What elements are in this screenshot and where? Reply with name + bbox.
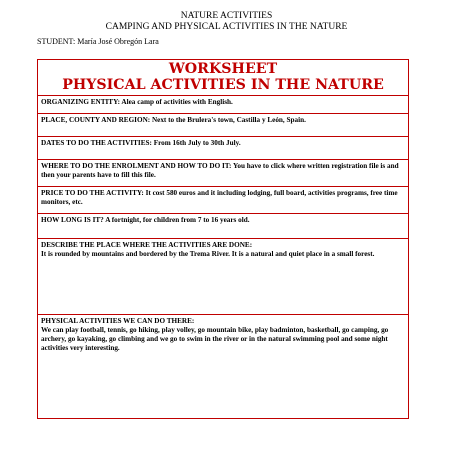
worksheet-subheading: PHYSICAL ACTIVITIES IN THE NATURE (62, 77, 384, 93)
row-value: From 16th July to 30th July. (153, 139, 241, 147)
row-describe-place (38, 239, 408, 315)
student-name: STUDENT: María José Obregón Lara (37, 37, 159, 46)
row-value: You have to click where written registration file is and then your parents have to fill this file. (41, 162, 399, 179)
row-value: We can play football, tennis, go hiking, play volley, go mountain bike, play badminton, basketball, go camping, go archery, go kayaking, go climbing and we go to swim in the river or in the natural swimming pool and some night activities very interesting. (41, 326, 389, 352)
row-label: PRICE TO DO THE ACTIVITY: (41, 189, 146, 197)
row-place (38, 114, 408, 137)
row-organizing-entity (38, 96, 408, 114)
row-enrolment (38, 160, 408, 187)
row-label: PHYSICAL ACTIVITIES WE CAN DO THERE: (41, 317, 195, 325)
row-value: A fortnight, for children from 7 to 16 years old. (105, 216, 250, 224)
row-label: ORGANIZING ENTITY: (41, 98, 122, 106)
document-title: NATURE ACTIVITIES (180, 11, 273, 21)
row-value: Alea camp of activities with English. (121, 98, 233, 106)
row-price (38, 187, 408, 214)
row-value: It is rounded by mountains and bordered by the Trema River. It is a natural and quiet place in a small forest. (41, 250, 375, 258)
worksheet-title (38, 60, 408, 96)
document-subtitle: CAMPING AND PHYSICAL ACTIVITIES IN THE NATURE (105, 22, 348, 32)
row-dates (38, 137, 408, 160)
row-label: DESCRIBE THE PLACE WHERE THE ACTIVITIES ARE DONE: (41, 241, 253, 249)
row-label: WHERE TO DO THE ENROLMENT AND HOW TO DO IT: (41, 162, 233, 170)
row-value: It cost 580 euros and it including lodging, full board, activities programs, free time monitors, etc. (41, 189, 398, 206)
row-physical-activities (38, 315, 408, 418)
row-duration (38, 214, 408, 239)
row-label: HOW LONG IS IT? (41, 216, 106, 224)
worksheet-table (37, 59, 409, 419)
row-label: DATES TO DO THE ACTIVITIES: (41, 139, 154, 147)
row-label: PLACE, COUNTY AND REGION: (41, 116, 152, 124)
worksheet-heading: WORKSHEET (168, 61, 278, 77)
row-value: Next to the Brulera's town, Castilla y León, Spain. (151, 116, 306, 124)
